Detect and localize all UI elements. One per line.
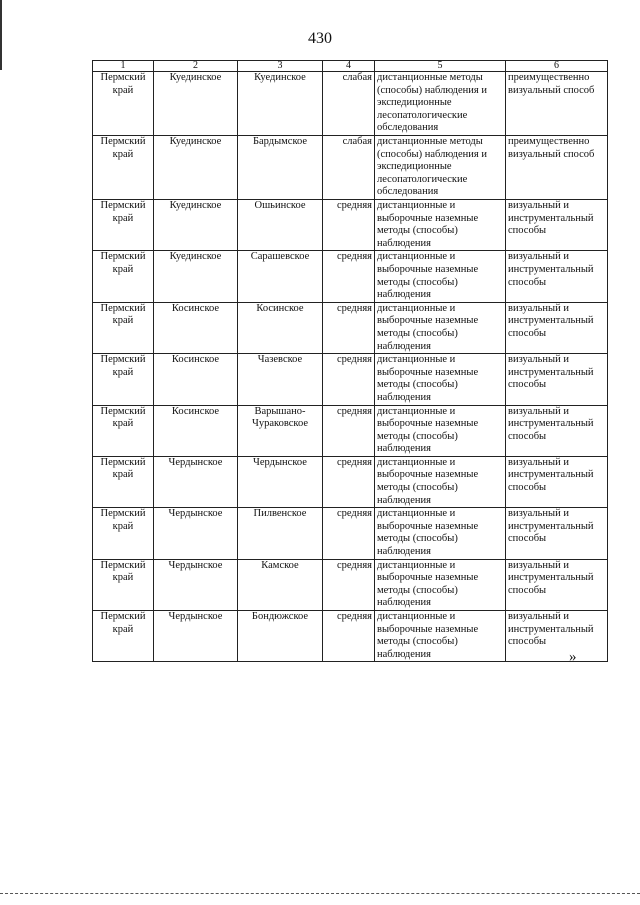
forestry-cell: Куединское [154,251,238,302]
level-cell: средняя [323,559,375,610]
methods-cell: дистанционные и выборочные наземные методы (способы) наблюдения [375,302,506,353]
district-cell: Камское [238,559,323,610]
forestry-cell: Косинское [154,354,238,405]
page-number: 430 [308,30,332,47]
way-cell: визуальный и инструментальный способы [506,508,608,559]
column-header: 3 [238,61,323,72]
methods-cell: дистанционные методы (способы) наблюдения и экспедиционные лесопатологические обследования [375,72,506,136]
forestry-cell: Куединское [154,136,238,200]
forestry-cell: Чердынское [154,456,238,507]
table-row [93,72,608,136]
way-cell: визуальный и инструментальный способы [506,354,608,405]
forestry-cell: Косинское [154,405,238,456]
region-cell: Пермский край [93,136,154,200]
column-number-row [93,61,608,72]
region-cell: Пермский край [93,611,154,662]
level-cell: средняя [323,508,375,559]
column-header: 5 [375,61,506,72]
methods-cell: дистанционные и выборочные наземные методы (способы) наблюдения [375,405,506,456]
forestry-cell: Косинское [154,302,238,353]
level-cell: средняя [323,302,375,353]
way-cell: визуальный и инструментальный способы [506,405,608,456]
way-cell: преимущественно визуальный способ [506,72,608,136]
region-cell: Пермский край [93,456,154,507]
district-cell: Бардымское [238,136,323,200]
methods-cell: дистанционные и выборочные наземные методы (способы) наблюдения [375,354,506,405]
way-cell: визуальный и инструментальный способы [506,200,608,251]
level-cell: слабая [323,72,375,136]
column-header: 6 [506,61,608,72]
table-row [93,611,608,662]
way-cell: преимущественно визуальный способ [506,136,608,200]
region-cell: Пермский край [93,508,154,559]
district-cell: Куединское [238,72,323,136]
table-row [93,456,608,507]
region-cell: Пермский край [93,559,154,610]
district-cell: Варышано-Чураковское [238,405,323,456]
region-cell: Пермский край [93,251,154,302]
forest-monitoring-table [92,60,608,662]
level-cell: слабая [323,136,375,200]
methods-cell: дистанционные и выборочные наземные методы (способы) наблюдения [375,200,506,251]
table-row [93,508,608,559]
forestry-cell: Чердынское [154,611,238,662]
district-cell: Косинское [238,302,323,353]
methods-cell: дистанционные и выборочные наземные методы (способы) наблюдения [375,251,506,302]
level-cell: средняя [323,611,375,662]
region-cell: Пермский край [93,354,154,405]
district-cell: Пилвенское [238,508,323,559]
table-row [93,302,608,353]
column-header: 4 [323,61,375,72]
methods-cell: дистанционные и выборочные наземные методы (способы) наблюдения [375,559,506,610]
district-cell: Бондюжское [238,611,323,662]
district-cell: Сарашевское [238,251,323,302]
methods-cell: дистанционные и выборочные наземные методы (способы) наблюдения [375,456,506,507]
district-cell: Ошьинское [238,200,323,251]
way-cell: визуальный и инструментальный способы [506,456,608,507]
way-cell: визуальный и инструментальный способы [506,251,608,302]
district-cell: Чердынское [238,456,323,507]
forestry-cell: Чердынское [154,559,238,610]
region-cell: Пермский край [93,72,154,136]
column-header: 2 [154,61,238,72]
table-row [93,559,608,610]
level-cell: средняя [323,354,375,405]
forestry-cell: Куединское [154,72,238,136]
level-cell: средняя [323,456,375,507]
methods-cell: дистанционные методы (способы) наблюдения и экспедиционные лесопатологические обследования [375,136,506,200]
closing-quote: » [569,649,577,665]
level-cell: средняя [323,405,375,456]
way-cell: визуальный и инструментальный способы [506,302,608,353]
forestry-cell: Куединское [154,200,238,251]
table-row [93,354,608,405]
methods-cell: дистанционные и выборочные наземные методы (способы) наблюдения [375,508,506,559]
region-cell: Пермский край [93,302,154,353]
table-row [93,405,608,456]
column-header: 1 [93,61,154,72]
level-cell: средняя [323,200,375,251]
level-cell: средняя [323,251,375,302]
way-cell: визуальный и инструментальный способы [506,559,608,610]
way-cell: визуальный и инструментальный способы [506,611,608,662]
methods-cell: дистанционные и выборочные наземные методы (способы) наблюдения [375,611,506,662]
region-cell: Пермский край [93,405,154,456]
table-row [93,251,608,302]
district-cell: Чазевское [238,354,323,405]
forestry-cell: Чердынское [154,508,238,559]
scan-artifact-line [0,893,640,895]
table-row [93,136,608,200]
table-row [93,200,608,251]
region-cell: Пермский край [93,200,154,251]
